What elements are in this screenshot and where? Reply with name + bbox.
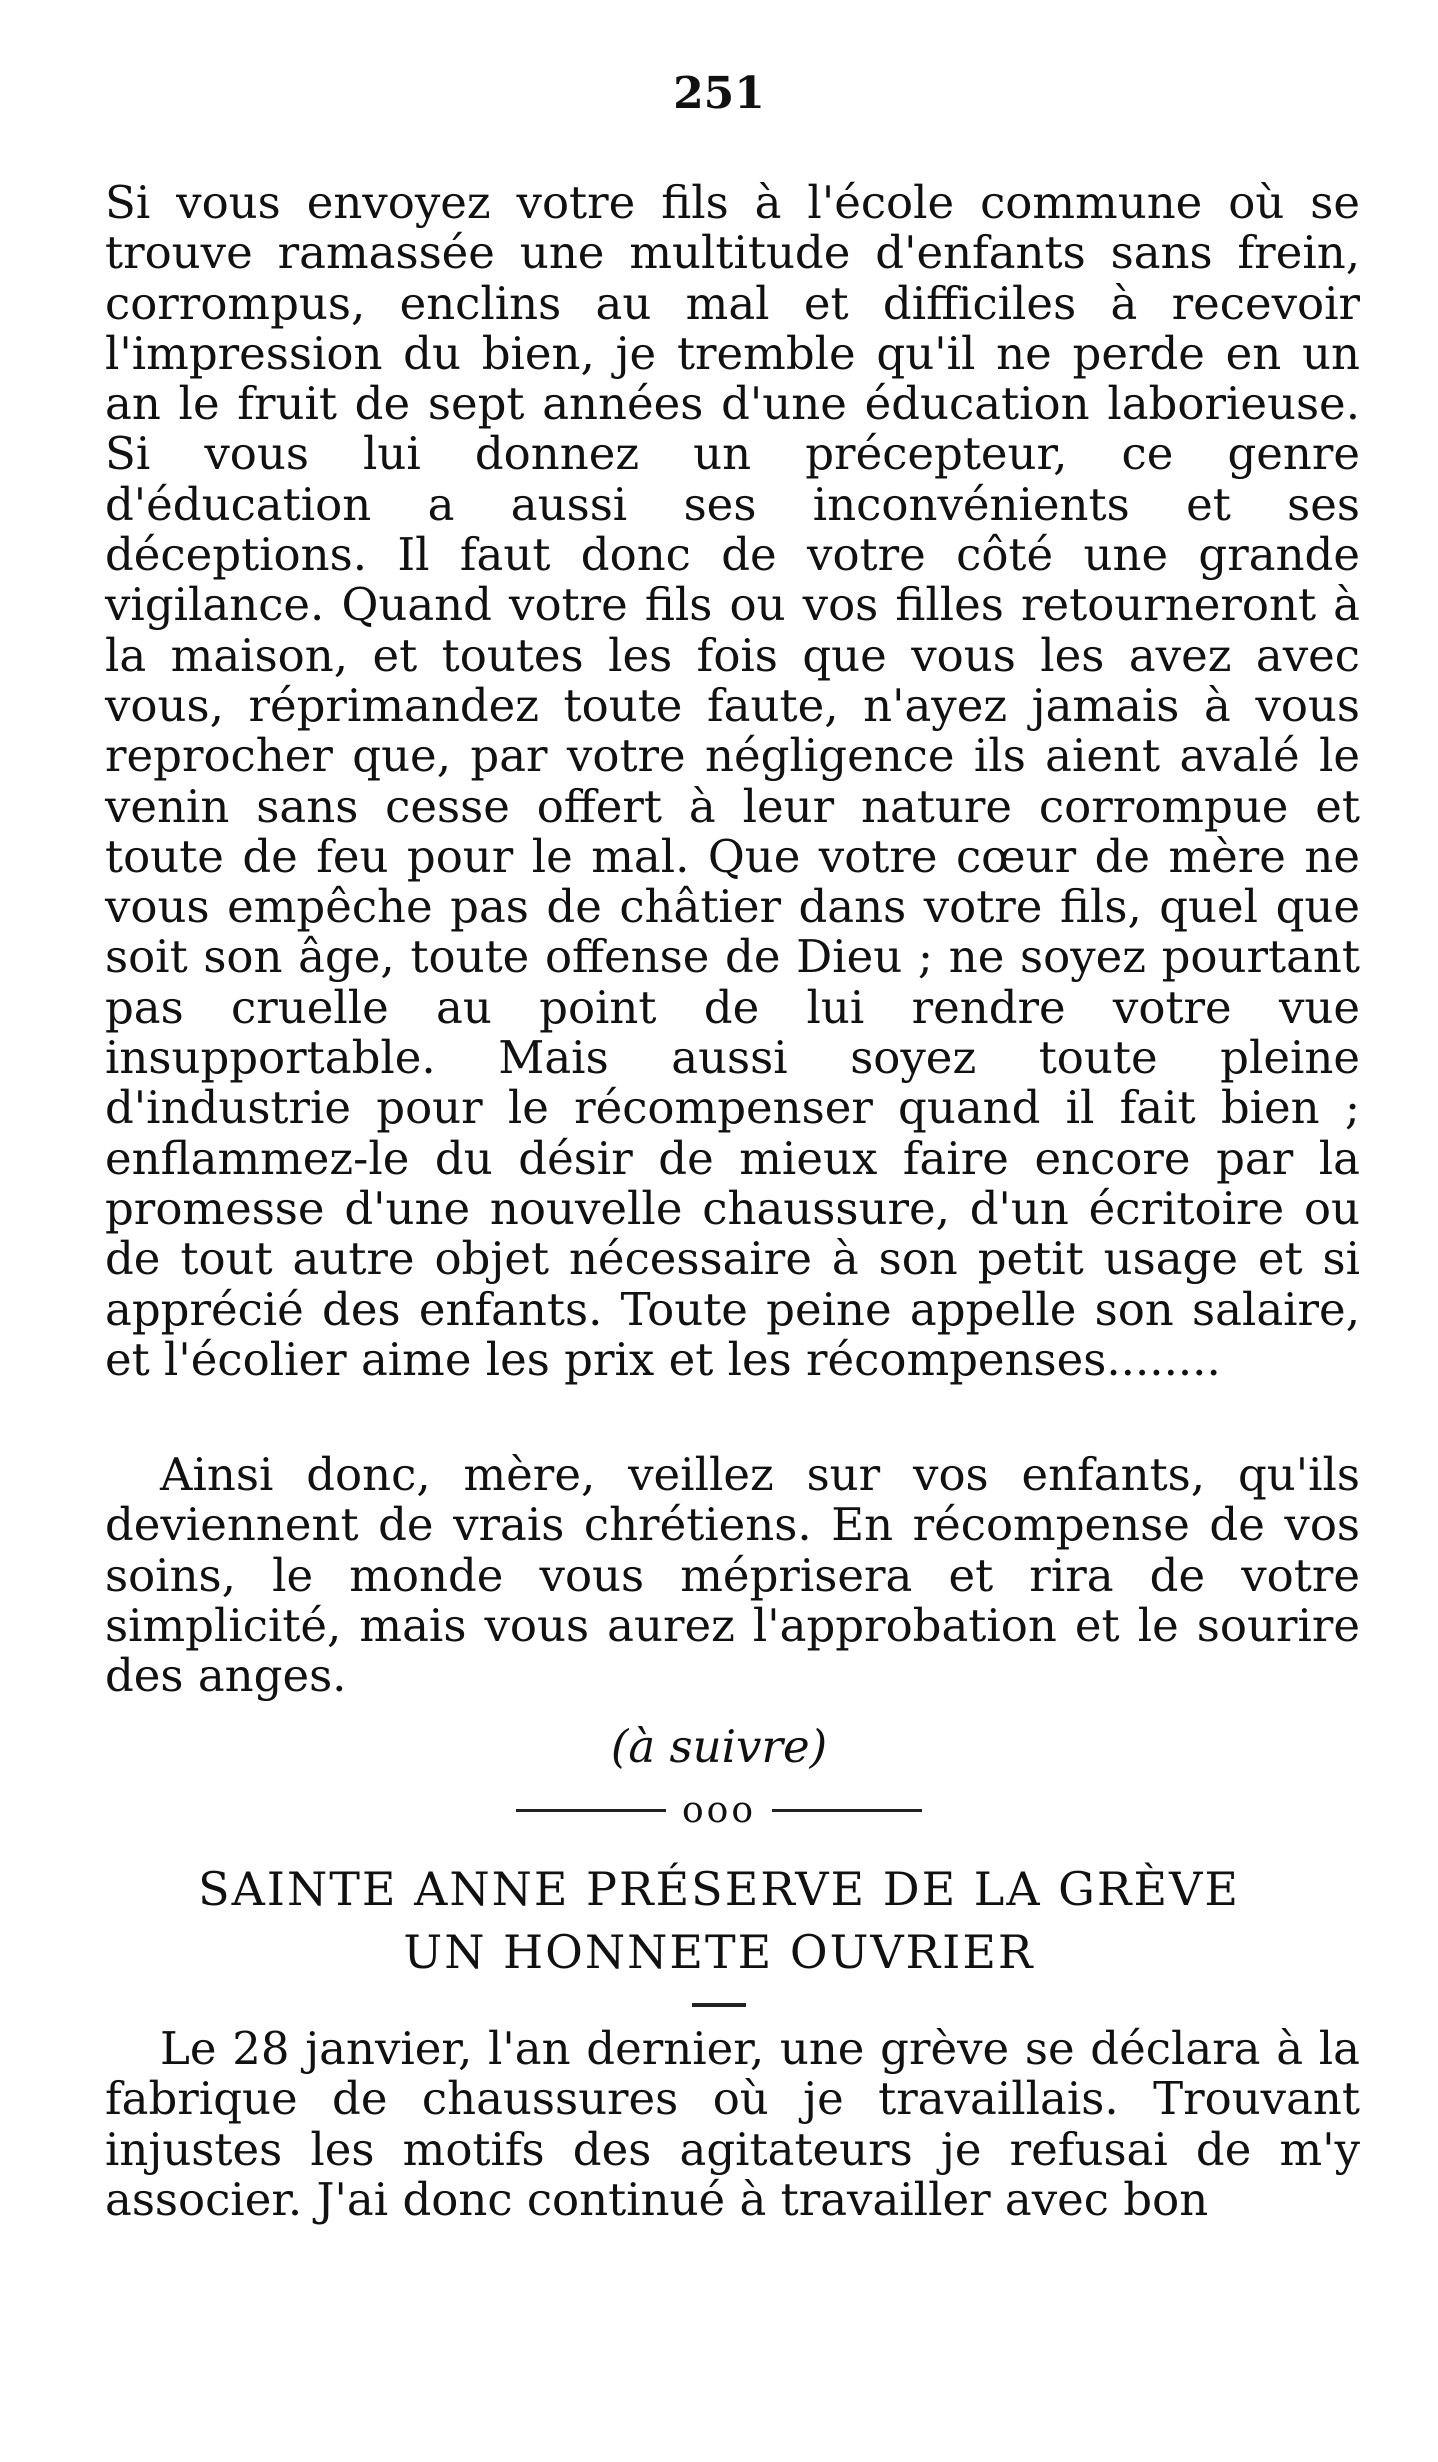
- paragraph-3-text: Le 28 janvier, l'an dernier, une grève se déclara à la fabrique de chaussures où je travaillais. Trouvant injustes les motifs des agitateurs je refusai de m'y associer. J'ai donc continué à travailler avec bon: [105, 2022, 1360, 2226]
- section-heading-line-1: SAINTE ANNE PRÉSERVE DE LA GRÈVE: [198, 1862, 1240, 1916]
- heading-underline-rule: [692, 2003, 746, 2007]
- paragraph-2-text: Ainsi donc, mère, veillez sur vos enfants, qu'ils deviennent de vrais chrétiens. En récompense de vos soins, le monde vous méprisera et rira de votre simplicité, mais vous aurez l'approbation et le sourire des anges.: [105, 1448, 1360, 1703]
- separator-rule-right: [772, 1809, 922, 1812]
- section-separator: [0, 1790, 1438, 1831]
- section-heading-line-2: UN HONNETE OUVRIER: [403, 1925, 1035, 1979]
- paragraph-2: [105, 1450, 1360, 1701]
- separator-text: ooo: [681, 1790, 757, 1831]
- to-be-continued: (à suivre): [610, 1720, 828, 1773]
- paragraph-3: [105, 2024, 1360, 2225]
- page-number: 251: [673, 68, 765, 119]
- separator-rule-left: [516, 1809, 666, 1812]
- paragraph-1-text: Si vous envoyez votre fils à l'école commune où se trouve ramassée une multitude d'enfants sans frein, corrompus, enclins au mal et difficiles à recevoir l'impression du bien, je tremble qu'il ne perde en un an le fruit de sept années d'une éducation laborieuse. Si vous lui donnez un précepteur, ce genre d'éducation a aussi ses inconvénients et ses déceptions. Il faut donc de votre côté une grande vigilance. Quand votre fils ou vos filles retourneront à la maison, et toutes les fois que vous les avez avec vous, réprimandez toute faute, n'ayez jamais à vous reprocher que, par votre négligence ils aient avalé le venin sans cesse offert à leur nature corrompue et toute de feu pour le mal. Que votre cœur de mère ne vous empêche pas de châtier dans votre fils, quel que soit son âge, toute offense de Dieu ; ne soyez pourtant pas cruelle au point de lui rendre votre vue insupportable. Mais aussi soyez toute pleine d'industrie pour le récompenser quand il fait bien ; enflammez-le du désir de mieux faire encore par la promesse d'une nouvelle chaussure, d'un écritoire ou de tout autre objet nécessaire à son petit usage et si apprécié des enfants. Toute peine appelle son salaire, et l'écolier aime les prix et les récompenses........: [105, 176, 1360, 1386]
- paragraph-1: [105, 178, 1360, 1385]
